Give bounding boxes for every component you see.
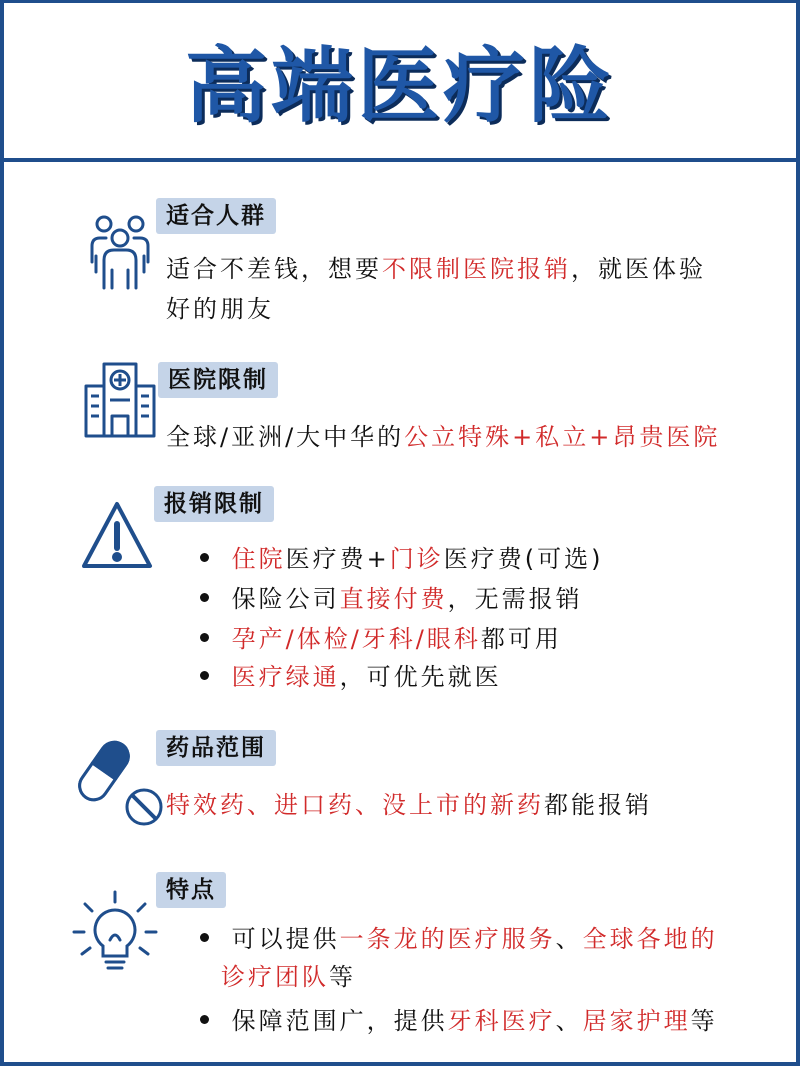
- reimburse-bullet-3: 孕产/体检/牙科/眼科都可用: [200, 620, 562, 658]
- label-hospital: 医院限制: [158, 362, 278, 398]
- crowd-text-line2: 好的朋友: [166, 295, 274, 323]
- reimburse-bullet-2: 保险公司直接付费，无需报销: [200, 580, 583, 618]
- capsule-pill-icon: [78, 735, 164, 827]
- label-features: 特点: [156, 872, 226, 908]
- header: [0, 0, 800, 162]
- page-title: 高端医疗险: [184, 38, 615, 134]
- label-drugs: 药品范围: [156, 730, 276, 766]
- features-bullet-2: 保障范围广，提供牙科医疗、居家护理等: [200, 1002, 718, 1040]
- label-crowd: 适合人群: [156, 198, 276, 234]
- reimburse-bullet-4: 医疗绿通，可优先就医: [200, 658, 502, 696]
- crowd-text-line1: 适合不差钱，想要不限制医院报销，就医体验: [166, 255, 706, 283]
- features-bullet-1: 可以提供一条龙的医疗服务、全球各地的: [200, 920, 718, 958]
- reimburse-bullet-1: 住院医疗费+门诊医疗费(可选): [200, 540, 603, 578]
- hospital-text: 全球/亚洲/大中华的公立特殊+私立+昂贵医院: [166, 423, 721, 451]
- warning-icon: [80, 500, 154, 570]
- lightbulb-icon: [70, 888, 160, 978]
- drugs-text: 特效药、进口药、没上市的新药都能报销: [166, 791, 652, 819]
- people-group-icon: [84, 212, 156, 290]
- features-bullet-1-cont: 诊疗团队等: [221, 963, 356, 991]
- label-reimburse: 报销限制: [154, 486, 274, 522]
- hospital-building-icon: [82, 360, 158, 438]
